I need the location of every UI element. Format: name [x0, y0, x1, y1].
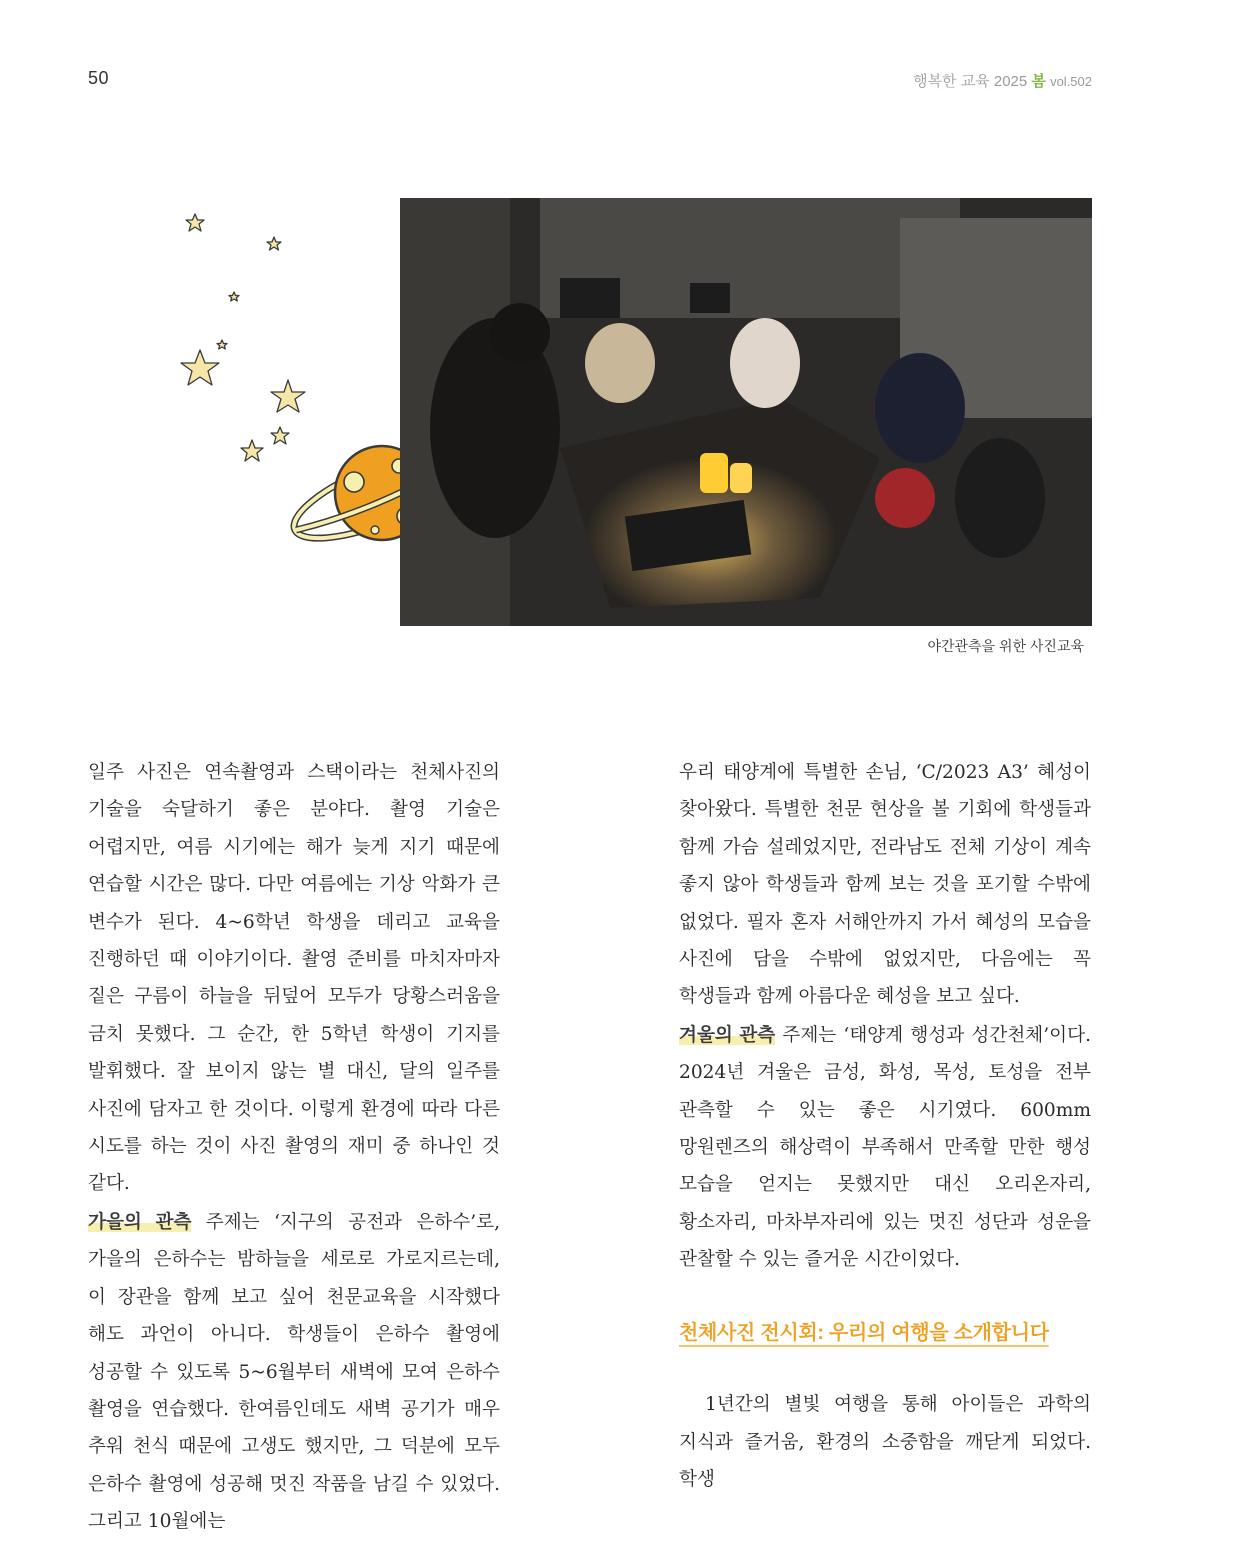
- paragraph: 우리 태양계에 특별한 손님, ‘C/2023 A3’ 혜성이 찾아왔다. 특별한 천문 현상을 볼 기회에 학생들과 함께 가슴 설레었지만, 전라남도 전체 기상이 계속 좋지 않아 학생들과 함께 보는 것을 포기할 수밖에 없었다. 필자 혼자 서해안까지 가서 혜성의 모습을 사진에 담을 수밖에 없었지만, 다음에는 꼭 학생들과 함께 아름다운 혜성을 보고 싶다.: [679, 762, 1091, 1008]
- star-icon: [267, 237, 281, 250]
- star-icon: [229, 292, 239, 301]
- paragraph: 1년간의 별빛 여행을 통해 아이들은 과학의 지식과 즐거움, 환경의 소중함을 깨닫게 되었다. 학생: [679, 1394, 1091, 1490]
- highlighted-term: 가을의 관측: [88, 1210, 192, 1232]
- classroom-photo: [400, 198, 1092, 626]
- season-label: 봄: [1031, 73, 1046, 90]
- highlighted-term: 겨울의 관측: [679, 1023, 776, 1045]
- volume-label: vol.502: [1050, 74, 1092, 89]
- running-header: [913, 70, 1092, 91]
- paragraph: [88, 1203, 500, 1541]
- paragraph: [679, 1016, 1091, 1279]
- paragraph: 일주 사진은 연속촬영과 스택이라는 천체사진의 기술을 숙달하기 좋은 분야다. 촬영 기술은 어렵지만, 여름 시기에는 해가 늦게 지기 때문에 연습할 시간은 많다. 다만 여름에는 기상 악화가 큰 변수가 된다. 4~6학년 학생을 데리고 교육을 진행하던 때 이야기이다. 촬영 준비를 마치자마자 짙은 구름이 하늘을 뒤덮어 모두가 당황스러움을 금치 못했다. 그 순간, 한 5학년 학생이 기지를 발휘했다. 잘 보이지 않는 별 대신, 달의 일주를 사진에 담자고 한 것이다. 이렇게 환경에 따라 다른 시도를 하는 것이 사진 촬영의 재미 중 하나인 것 같다.: [88, 762, 500, 1195]
- magazine-title: 행복한 교육 2025: [913, 73, 1028, 90]
- section-heading: 천체사진 전시회: 우리의 여행을 소개합니다: [679, 1321, 1049, 1344]
- paragraph-text: 주제는 ‘지구의 공전과 은하수’로, 가을의 은하수는 밤하늘을 세로로 가로지르는데, 이 장관을 함께 보고 싶어 천문교육을 시작했다 해도 과언이 아니다. 학생들이 은하수 촬영에 성공할 수 있도록 5~6월부터 새벽에 모여 은하수 촬영을 연습했다. 한여름인데도 새벽 공기가 매우 추워 천식 때문에 고생도 했지만, 그 덕분에 모두 은하수 촬영에 성공해 멋진 작품을 남길 수 있었다. 그리고 10월에는: [88, 1211, 500, 1533]
- left-column: [88, 754, 500, 1541]
- page-number: 50: [88, 68, 110, 88]
- star-icon: [186, 214, 204, 231]
- paragraph-text: 주제는 ‘태양계 행성과 성간천체’이다. 2024년 겨울은 금성, 화성, 목성, 토성을 전부 관측할 수 있는 좋은 시기였다. 600mm 망원렌즈의 해상력이 부족해서 만족할 만한 행성 모습을 얻지는 못했지만 대신 오리온자리, 황소자리, 마차부자리에 있는 멋진 성단과 성운을 관찰할 수 있는 즐거운 시간이었다.: [679, 1024, 1091, 1271]
- star-icon: [241, 440, 263, 461]
- star-icon: [217, 340, 227, 349]
- star-icon: [271, 380, 305, 412]
- star-icon: [271, 427, 289, 444]
- photo-caption: 야간관측을 위한 사진교육: [927, 638, 1084, 654]
- right-column: [679, 754, 1091, 1498]
- star-icon: [181, 350, 219, 385]
